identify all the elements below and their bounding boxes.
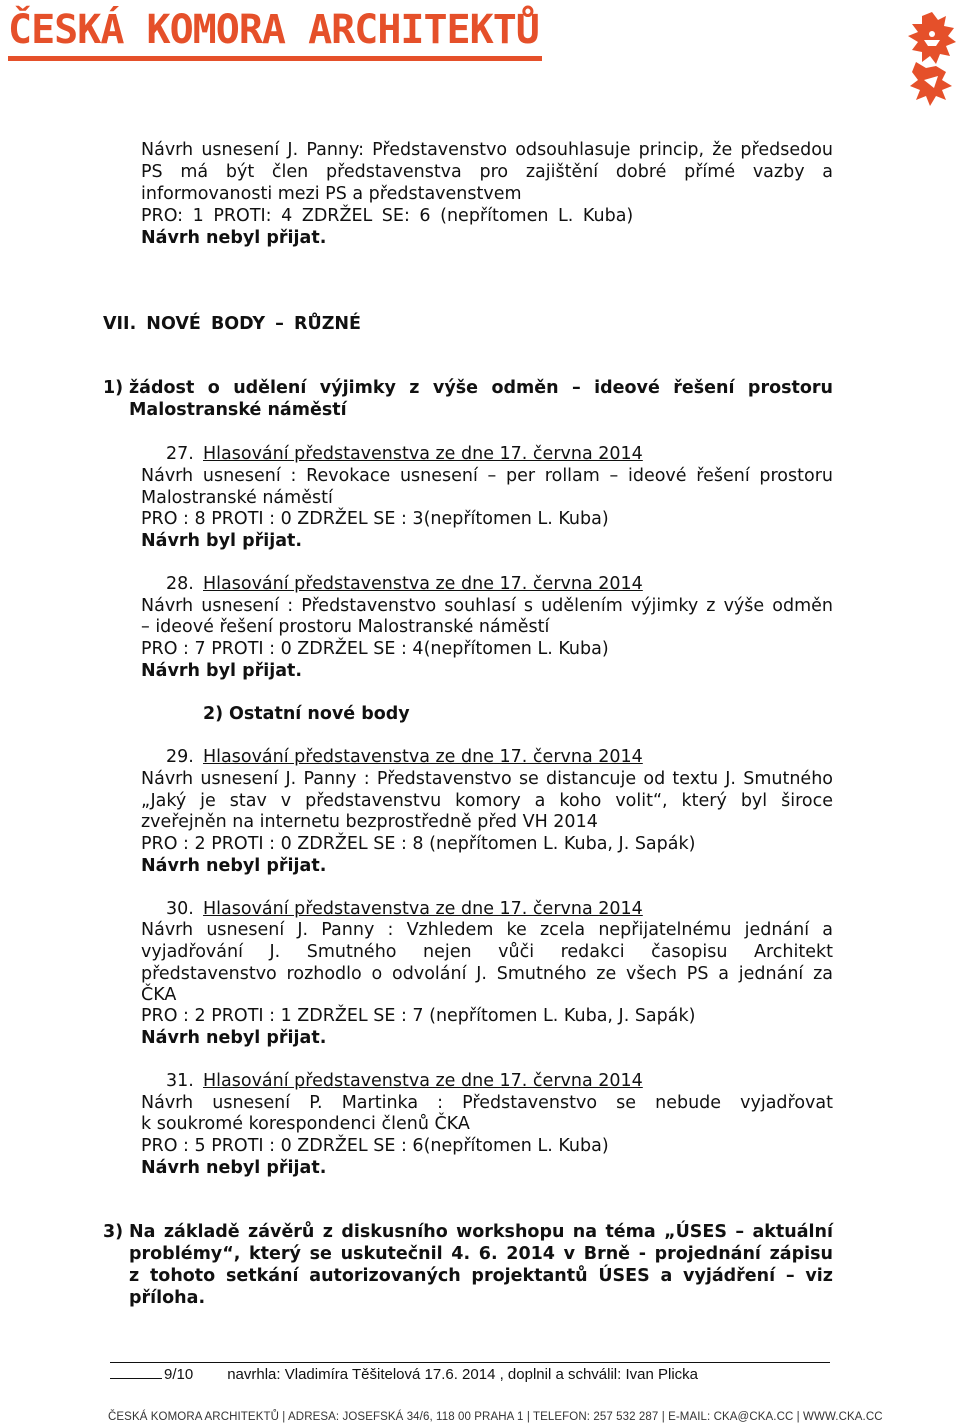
motion-text-line: Návrh usnesení P. Martinka : Představenstvo se nebude vyjadřovat	[141, 1093, 833, 1113]
motion-text-line: Návrh usnesení J. Panny: Představenstvo odsouhlasuje princip, že předsedou	[141, 140, 833, 160]
motion-text-line: – ideové řešení prostoru Malostranské náměstí	[141, 617, 550, 637]
vote-title: Hlasování představenstva ze dne 17. června 2014	[203, 574, 643, 594]
motion-text-line: Návrh usnesení : Revokace usnesení – per rollam – ideové řešení prostoru	[141, 466, 833, 486]
vote-count: PRO : 5 PROTI : 0 ZDRŽEL SE : 6(nepřítomen L. Kuba)	[141, 1136, 609, 1156]
vote-count: PRO: 1 PROTI: 4 ZDRŽEL SE: 6 (nepřítomen L. Kuba)	[141, 206, 634, 226]
motion-text-line: informovanosti mezi PS a představenstvem	[141, 184, 522, 204]
vote-result: Návrh nebyl přijat.	[141, 1028, 327, 1048]
vote-title: Hlasování představenstva ze dne 17. června 2014	[203, 899, 643, 919]
vote-number: 28.	[166, 574, 194, 594]
motion-text-line: Návrh usnesení J. Panny : Vzhledem ke zcela nepřijatelnému jednání a	[141, 920, 833, 940]
vote-number: 29.	[166, 747, 194, 767]
vote-result: Návrh nebyl přijat.	[141, 856, 327, 876]
vote-result: Návrh nebyl přijat.	[141, 228, 327, 248]
item-number: 1)	[103, 378, 124, 398]
item-title-line: Na základě závěrů z diskusního workshopu na téma „ÚSES – aktuální	[129, 1222, 833, 1242]
item-number: 3)	[103, 1222, 124, 1242]
item-title-line: problémy“, který se uskutečnil 4. 6. 2014 v Brně - projednání zápisu	[129, 1244, 833, 1264]
vote-result: Návrh byl přijat.	[141, 531, 303, 551]
footer-contact: ČESKÁ KOMORA ARCHITEKTŮ | ADRESA: JOSEFSKÁ 34/6, 118 00 PRAHA 1 | TELEFON: 257 532 287 | E-MAIL: CKA@CKA.CC | WWW.CKA.CC	[108, 1411, 883, 1423]
motion-text-line: Malostranské náměstí	[141, 488, 333, 508]
motion-text-line: Návrh usnesení : Představenstvo souhlasí s udělením výjimky z výše odměn	[141, 596, 833, 616]
motion-text-line: k soukromé korespondenci členů ČKA	[141, 1114, 470, 1134]
page-number: 9/10	[164, 1366, 194, 1383]
vote-title: Hlasování představenstva ze dne 17. června 2014	[203, 1071, 643, 1091]
vote-number: 27.	[166, 444, 194, 464]
vote-number: 30.	[166, 899, 194, 919]
vote-count: PRO : 8 PROTI : 0 ZDRŽEL SE : 3(nepřítomen L. Kuba)	[141, 509, 609, 529]
motion-text-line: ČKA	[141, 985, 177, 1005]
motion-text-line: zveřejněn na internetu bezprostředně před VH 2014	[141, 812, 598, 832]
footnote-underline	[110, 1366, 162, 1379]
header-rule	[8, 56, 542, 61]
motion-text-line: představenstvo rozhodlo o odvolání J. Smutného ze všech PS a jednání za	[141, 964, 833, 984]
vote-count: PRO : 7 PROTI : 0 ZDRŽEL SE : 4(nepřítomen L. Kuba)	[141, 639, 609, 659]
lion-logo-icon	[902, 10, 960, 108]
footnote-credits: navrhla: Vladimíra Těšitelová 17.6. 2014 , doplnil a schválil: Ivan Plicka	[227, 1366, 699, 1383]
section-heading: VII. NOVÉ BODY – RŮZNÉ	[103, 314, 362, 334]
motion-text-line: „Jaký je stav v představenstvu komory a koho volit“, který byl široce	[141, 791, 833, 811]
item-title-line: žádost o udělení výjimky z výše odměn – ideové řešení prostoru	[129, 378, 833, 398]
item-number: 2)	[203, 704, 224, 724]
motion-text-line: Návrh usnesení J. Panny : Představenstvo se distancuje od textu J. Smutného	[141, 769, 833, 789]
motion-text-line: PS má být člen představenstva pro zajištění dobré přímé vazby a	[141, 162, 833, 182]
vote-title: Hlasování představenstva ze dne 17. června 2014	[203, 444, 643, 464]
motion-text-line: vyjadřování J. Smutného nejen vůči redakci časopisu Architekt	[141, 942, 833, 962]
item-title-line: příloha.	[129, 1288, 206, 1308]
vote-result: Návrh nebyl přijat.	[141, 1158, 327, 1178]
vote-count: PRO : 2 PROTI : 1 ZDRŽEL SE : 7 (nepřítomen L. Kuba, J. Sapák)	[141, 1006, 696, 1026]
chamber-title: ČESKÁ KOMORA ARCHITEKTŮ	[8, 7, 539, 53]
footnote-line	[110, 1366, 698, 1383]
vote-result: Návrh byl přijat.	[141, 661, 303, 681]
vote-count: PRO : 2 PROTI : 0 ZDRŽEL SE : 8 (nepřítomen L. Kuba, J. Sapák)	[141, 834, 696, 854]
item-title-line: Malostranské náměstí	[129, 400, 347, 420]
footnote-rule	[110, 1362, 830, 1363]
vote-title: Hlasování představenstva ze dne 17. června 2014	[203, 747, 643, 767]
item-title-line: z tohoto setkání autorizovaných projektantů ÚSES a vyjádření – viz	[129, 1266, 833, 1286]
vote-number: 31.	[166, 1071, 194, 1091]
item-title-line: Ostatní nové body	[229, 704, 410, 724]
